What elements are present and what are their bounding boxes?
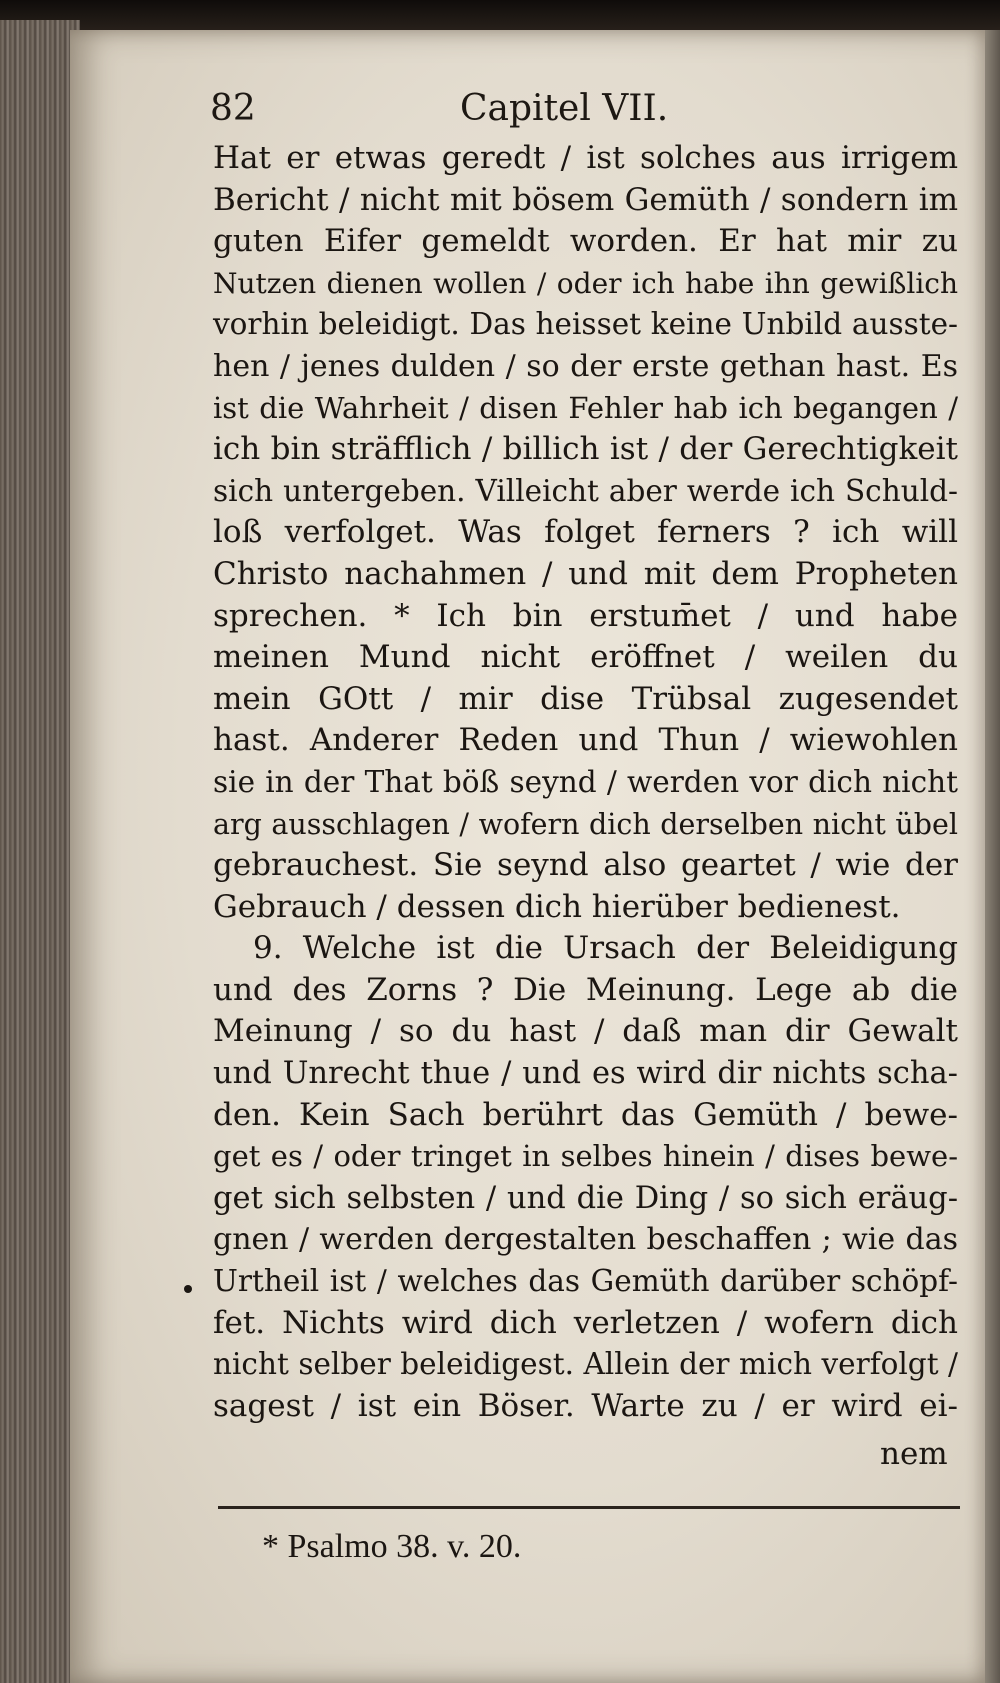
text-line: hast. Anderer Reden und Thun / wiewohlen <box>213 722 958 759</box>
text-line: Gebrauch / dessen dich hierüber bedienest. <box>213 888 901 925</box>
text-line: den. Kein Sach berührt das Gemüth / bewe- <box>213 1096 958 1133</box>
page-right-edge <box>985 30 1000 1683</box>
text-line: Christo nachahmen / und mit dem Propheten <box>213 555 958 592</box>
paragraph-start-line: 9. Welche ist die Ursach der Beleidigung <box>253 930 958 967</box>
text-line: Urtheil ist / welches das Gemüth darüber schöpf- <box>213 1264 958 1299</box>
text-line: Meinung / so du hast / daß man dir Gewalt <box>213 1013 958 1050</box>
text-line: sich untergeben. Villeicht aber werde ich Schuld- <box>213 473 958 508</box>
text-line: gnen / werden dergestalten beschaffen ; wie das <box>213 1222 958 1258</box>
text-line: Hat er etwas geredt / ist solches aus irrigem <box>213 140 958 176</box>
text-line: und des Zorns ? Die Meinung. Lege ab die <box>213 971 958 1008</box>
footnote-rule <box>218 1506 960 1509</box>
background-shadow <box>0 0 1000 34</box>
text-line: ich bin sträfflich / billich ist / der Gerechtigkeit <box>213 431 958 468</box>
running-head <box>210 88 860 138</box>
text-line: sprechen. * Ich bin erstum̄et / und habe <box>213 597 958 634</box>
text-line: hen / jenes dulden / so der erste gethan hast. Es <box>213 348 958 384</box>
text-line: arg ausschlagen / wofern dich derselben nicht übel <box>213 807 958 841</box>
text-line: fet. Nichts wird dich verletzen / wofern dich <box>213 1304 958 1341</box>
text-line: Bericht / nicht mit bösem Gemüth / sondern im <box>213 181 958 218</box>
page-number: 82 <box>210 88 256 129</box>
text-line: meinen Mund nicht eröffnet / weilen du <box>213 639 958 676</box>
text-line: sie in der That böß seynd / werden vor dich nicht <box>213 764 958 799</box>
text-line: ist die Wahrheit / disen Fehler hab ich begangen / <box>213 390 958 425</box>
margin-mark <box>184 1285 192 1293</box>
chapter-title: Capitel VII. <box>460 88 669 129</box>
text-line: und Unrecht thue / und es wird dir nichts scha- <box>213 1056 958 1092</box>
text-line: vorhin beleidigt. Das heisset keine Unbild ausste- <box>213 307 958 342</box>
text-line: mein GOtt / mir dise Trübsal zugesendet <box>213 680 958 717</box>
body-text <box>213 138 958 1427</box>
footnote: * Psalmo 38. v. 20. <box>262 1528 522 1565</box>
text-line: get sich selbsten / und die Ding / so sich eräug- <box>213 1180 958 1216</box>
text-line: Nutzen dienen wollen / oder ich habe ihn gewißlich <box>213 266 958 300</box>
page-stack-edge <box>0 20 80 1683</box>
catchword: nem <box>880 1436 948 1472</box>
text-line: guten Eifer gemeldt worden. Er hat mir zu <box>213 223 958 260</box>
text-line: sagest / ist ein Böser. Warte zu / er wird ei- <box>213 1387 958 1424</box>
text-line: gebrauchest. Sie seynd also geartet / wie der <box>213 847 958 884</box>
text-line: get es / oder tringet in selbes hinein / dises bewe- <box>213 1139 958 1174</box>
text-line: loß verfolget. Was folget ferners ? ich will <box>213 514 958 551</box>
text-line: nicht selber beleidigest. Allein der mich verfolgt / <box>213 1347 958 1382</box>
